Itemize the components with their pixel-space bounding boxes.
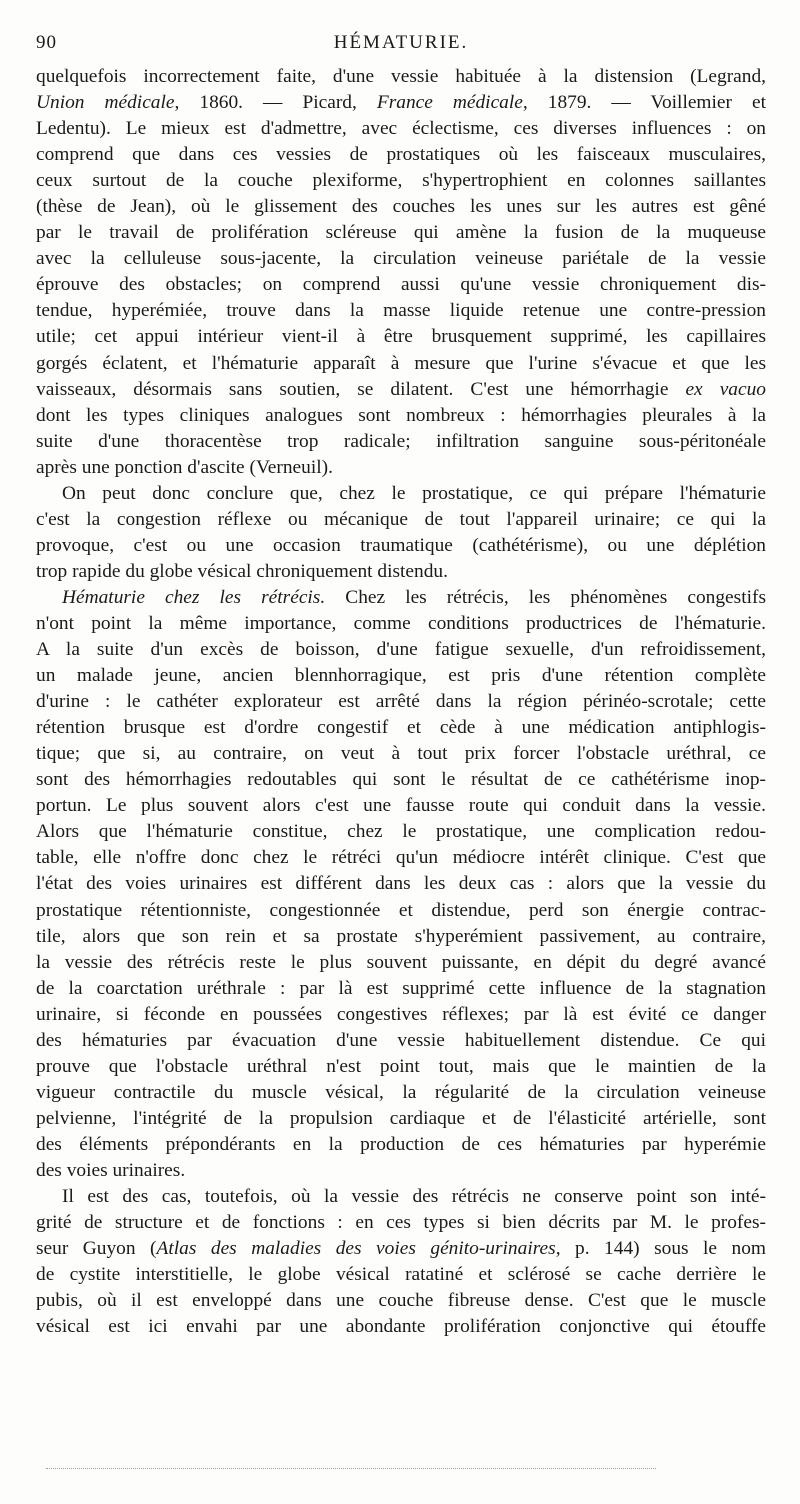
- footer-dotted-rule: [46, 1468, 656, 1469]
- text-line: Hématurie chez les rétrécis. Chez les rétrécis, les phénomènes congestifs: [62, 586, 766, 608]
- running-title: HÉMATURIE.: [333, 32, 469, 53]
- text-line: avec la celluleuse sous-jacente, la circulation veineuse pariétale de la vessie: [36, 248, 766, 270]
- page-number: 90: [36, 32, 57, 53]
- text-line: Union médicale, 1860. — Picard, France médicale, 1879. — Voillemier et: [36, 92, 766, 114]
- text-line: utile; cet appui intérieur vient-il à être brusquement supprimé, les capillaires: [36, 326, 766, 348]
- text-line: ceux surtout de la couche plexiforme, s'hypertrophient en colonnes saillantes: [36, 170, 766, 192]
- text-line: sont des hémorrhagies redoutables qui sont le résultat de ce cathétérisme inop-: [36, 769, 766, 791]
- text-line: d'urine : le cathéter explorateur est arrêté dans la région périnéo-scrotale; cette: [36, 691, 766, 713]
- text-line: On peut donc conclure que, chez le prostatique, ce qui prépare l'hématurie: [62, 482, 766, 504]
- text-line: Ledentu). Le mieux est d'admettre, avec éclectisme, ces diverses influences : on: [36, 118, 766, 140]
- text-line: prostatique rétentionniste, congestionnée et distendue, perd son énergie contrac-: [36, 899, 766, 921]
- text-line: dont les types cliniques analogues sont nombreux : hémorrhagies pleurales à la: [36, 404, 766, 426]
- body-text: [36, 64, 766, 1340]
- text-line: n'ont point la même importance, comme conditions productrices de l'hématurie.: [36, 612, 766, 634]
- text-line: pelvienne, l'intégrité de la propulsion cardiaque et de l'élasticité artérielle, sont: [36, 1107, 766, 1129]
- text-line: des éléments prépondérants en la production de ces hématuries par hyperémie: [36, 1133, 766, 1155]
- text-line: la vessie des rétrécis reste le plus souvent puissante, en dépit du degré avancé: [36, 951, 766, 973]
- text-line: par le travail de prolifération scléreuse qui amène la fusion de la muqueuse: [36, 222, 766, 244]
- text-line: gorgés éclatent, et l'hématurie apparaît à mesure que l'urine s'évacue et que les: [36, 352, 766, 374]
- text-line: éprouve des obstacles; on comprend aussi qu'une vessie chroniquement dis-: [36, 274, 766, 296]
- text-line: comprend que dans ces vessies de prostatiques où les faisceaux musculaires,: [36, 144, 766, 166]
- text-line: table, elle n'offre donc chez le rétréci qu'un médiocre intérêt clinique. C'est que: [36, 847, 766, 869]
- text-line: de la coarctation uréthrale : par là est supprimé cette influence de la stagnation: [36, 977, 766, 999]
- text-line: c'est la congestion réflexe ou mécanique de tout l'appareil urinaire; ce qui la: [36, 508, 766, 530]
- text-line: seur Guyon (Atlas des maladies des voies génito-urinaires, p. 144) sous le nom: [36, 1238, 766, 1260]
- text-line: rétention brusque est d'ordre congestif et cède à une médication antiphlogis-: [36, 717, 766, 739]
- page-header: [36, 32, 766, 58]
- text-line: (thèse de Jean), où le glissement des couches les unes sur les autres est gêné: [36, 196, 766, 218]
- text-line: de cystite interstitielle, le globe vésical ratatiné et sclérosé se cache derrière le: [36, 1264, 766, 1286]
- text-line: suite d'une thoracentèse trop radicale; infiltration sanguine sous-péritonéale: [36, 430, 766, 452]
- text-line: vaisseaux, désormais sans soutien, se dilatent. C'est une hémorrhagie ex vacuo: [36, 378, 766, 400]
- text-line: prouve que l'obstacle uréthral n'est point tout, mais que le maintien de la: [36, 1055, 766, 1077]
- text-line: A la suite d'un excès de boisson, d'une fatigue sexuelle, d'un refroidissement,: [36, 639, 766, 661]
- text-line: des voies urinaires.: [36, 1159, 186, 1181]
- text-line: Il est des cas, toutefois, où la vessie des rétrécis ne conserve point son inté-: [62, 1186, 766, 1208]
- text-line: un malade jeune, ancien blennhorragique, est pris d'une rétention complète: [36, 665, 766, 687]
- text-line: tique; que si, au contraire, on veut à tout prix forcer l'obstacle uréthral, ce: [36, 743, 766, 765]
- text-line: portun. Le plus souvent alors c'est une fausse route qui conduit dans la vessie.: [36, 795, 766, 817]
- text-line: Alors que l'hématurie constitue, chez le prostatique, une complication redou-: [36, 821, 766, 843]
- text-line: vigueur contractile du muscle vésical, la régularité de la circulation veineuse: [36, 1081, 766, 1103]
- text-line: vésical est ici envahi par une abondante prolifération conjonctive qui étouffe: [36, 1316, 766, 1338]
- text-line: tile, alors que son rein et sa prostate s'hyperémient passivement, au contraire,: [36, 925, 766, 947]
- text-line: trop rapide du globe vésical chroniquement distendu.: [36, 560, 448, 582]
- text-line: après une ponction d'ascite (Verneuil).: [36, 456, 333, 478]
- text-line: provoque, c'est ou une occasion traumatique (cathétérisme), ou une déplétion: [36, 534, 766, 556]
- text-line: quelquefois incorrectement faite, d'une vessie habituée à la distension (Legrand,: [36, 66, 766, 87]
- text-line: tendue, hyperémiée, trouve dans la masse liquide retenue une contre-pression: [36, 300, 766, 322]
- text-line: l'état des voies urinaires est différent dans les deux cas : alors que la vessie du: [36, 873, 766, 895]
- text-line: des hématuries par évacuation d'une vessie habituellement distendue. Ce qui: [36, 1029, 766, 1051]
- text-line: pubis, où il est enveloppé dans une couche fibreuse dense. C'est que le muscle: [36, 1290, 766, 1312]
- text-line: urinaire, si féconde en poussées congestives réflexes; par là est évité ce danger: [36, 1003, 766, 1025]
- text-line: grité de structure et de fonctions : en ces types si bien décrits par M. le profes-: [36, 1212, 766, 1234]
